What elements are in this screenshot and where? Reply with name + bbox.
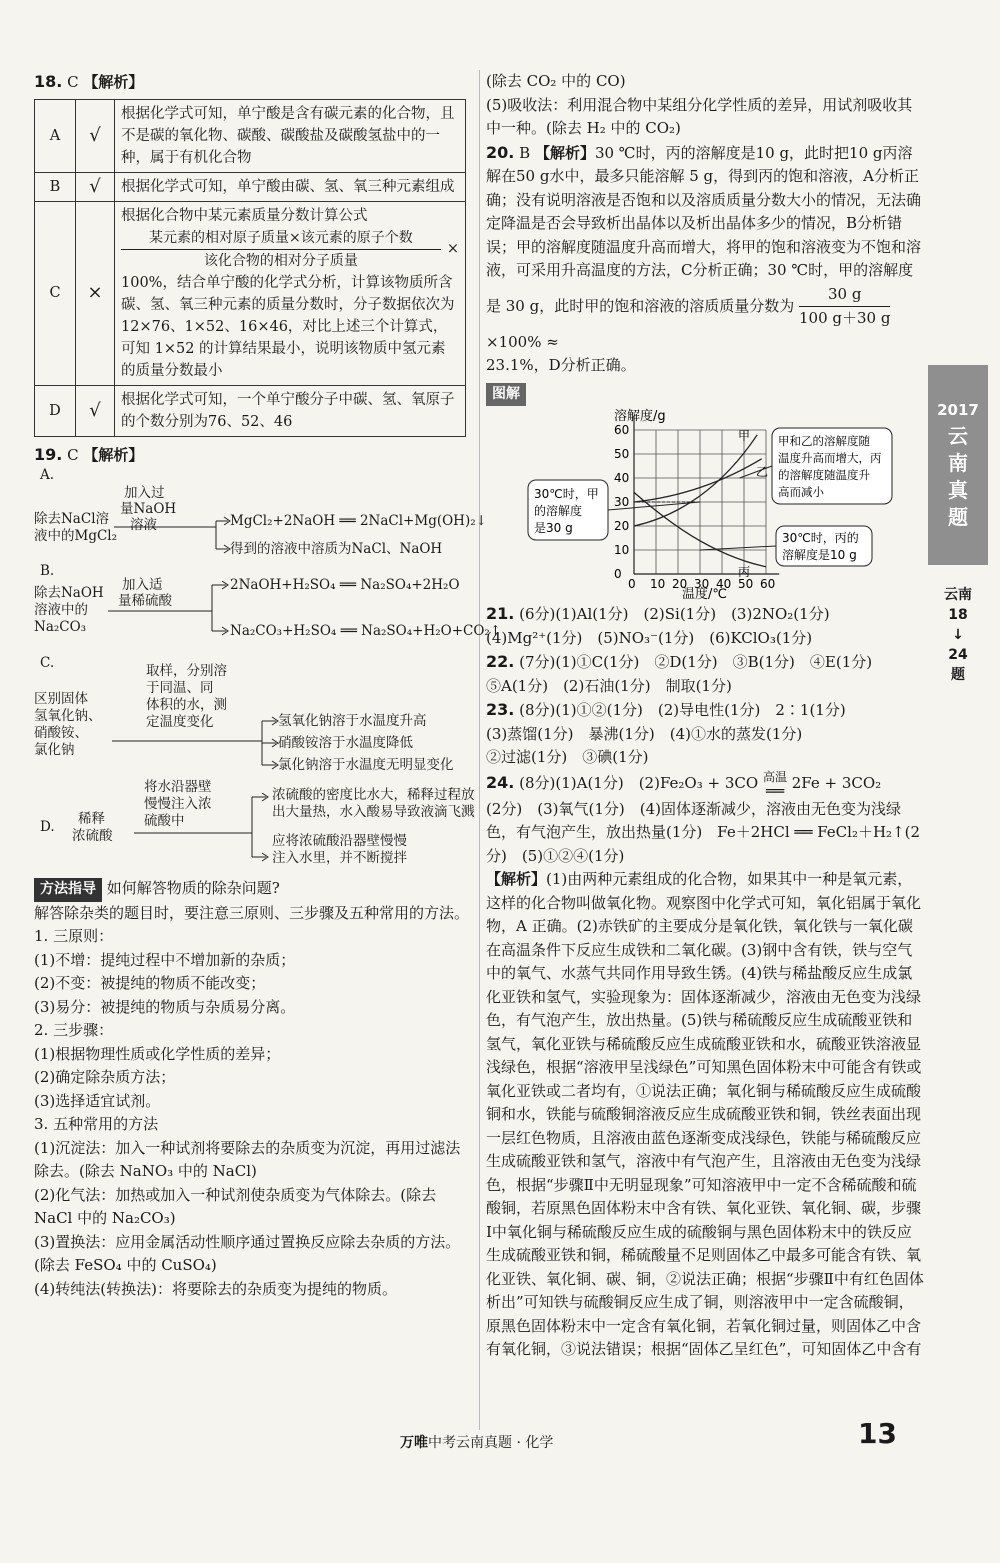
y-tick-label: 30 xyxy=(614,495,630,509)
svg-text:是30 g: 是30 g xyxy=(534,521,573,535)
y-axis-label: 溶解度/g xyxy=(614,409,666,424)
method-guide-header: 方法指导 如何解答物质的除杂问题? xyxy=(34,877,470,902)
q20-fraction: $\frac{30 g}{100 g+30 g}$ xyxy=(799,284,891,327)
side-tab: 2017 云 南 真 题 xyxy=(928,365,988,565)
q19-diagram-b: B. 除去NaOH 溶液中的 Na₂CO₃ 加入适 量稀硫酸 2NaOH+H₂SO₄ ══ Na₂SO₄+2H₂O Na₂CO₃+H₂SO₄ ══ Na₂SO₄+H₂O+CO₂↑ xyxy=(34,563,502,639)
curve-label-jia: 甲 xyxy=(738,429,751,443)
side-range: 云南 18 ↓ 24 题 xyxy=(944,587,972,683)
svg-text:甲和乙的溶解度随: 甲和乙的溶解度随 xyxy=(778,434,870,448)
mass-fraction-formula: $\frac{\text{某元素的相对原子质量×该元素的原子个数}}{\text{该化合物的相对分子质量}}$ xyxy=(121,227,441,272)
arrow-connector xyxy=(112,715,282,773)
right-column: (除去 CO₂ 中的 CO) (5)吸收法：利用混合物中某组分化学性质的差异，用试剂吸收其中一种。(除去 H₂ 中的 CO₂) 20. B 【解析】30 ℃时，丙的溶解度是10 g，此时把10 g丙溶解在50 g水中，最多只能溶解 5 g，得到丙的饱和溶液，A分析正确；没有说明溶液是否饱和以及溶质质量分数大小的情况，无法确定降温是否会导致析出晶体以及析出晶体多少的情况，B分析错误；甲的溶解度随温度升高而增大，将甲的饱和溶液变为不饱和溶液，可采用升高温度的方法，C分析正确；30 ℃时，甲的溶解度是 30 g，此时甲的饱和溶液的溶质质量分数为 $\frac{30 g}{100 g+30 g}$ ×100% ≈ 23.1%，D分析正确。 图解 0 0 10 10 20 20 30 30 40 40 50 50 60 60 溶解度/g 温度/℃ 甲 乙 丙 30℃时，甲 的溶解度 是30 g 甲和乙的溶解度随 温度升高而增大，丙 的溶解度随温度升 高而减小 30℃时，丙的 溶解度是10 g 21. (6分)(1)Al(1分) (2)Si(1分) (3)2NO₂(1分) (4)Mg²⁺(1分) (5)NO₃⁻(1分) (6)KClO₃(1分) 22. (7分)(1)①C(1分) ②D(1分) ③B(1分) ④E(1分) ⑤A(1分) (2)石油(1分) 制取(1分) 23. (8分)(1)①②(1分) (2)导电性(1分) 2∶1(1分) (3)蒸馏(1分) 暴沸(1分) (4)①水的蒸发(1分) ②过滤(1分) ③碘(1分) 24. (8分)(1)A(1分) (2)Fe₂O₃ + 3CO 高温 ══ 2Fe + 3CO₂ (2分) (3)氧气(1分) (4)固体逐渐减少，溶液由无色变为浅绿色，有气泡产生，放出热量(1分) Fe＋2HCl ══ FeCl₂＋H₂↑(2分) (5)①②④(1分) 【解析】(1)由两种元素组成的化合物，如果其中一种是氧元素，这样的化合物叫做氧化物。观察图中化学式可知，氧化铝属于氧化物，A 正确。(2)赤铁矿的主要成分是氧化铁，氧化铁与一氧化碳在高温条件下反应生成铁和二氧化碳。(3)钢中含有铁，铁与空气中的氧气、水蒸气共同作用导致生锈。(4)铁与稀盐酸反应生成氯化亚铁和氢气，实验现象为：固体逐渐减少，溶液由无色变为浅绿色，有气泡产生，放出热量。(5)铁与稀硫酸反应生成硫酸亚铁和氢气，氧化亚铁与稀硫酸反应生成硫酸亚铁和水，硫酸亚铁溶液显浅绿色，根据“溶液甲呈浅绿色”可知黑色固体粉末中可能含有铁或氧化亚铁或二者均有，①说法正确；氧化铜与稀硫酸反应生成硫酸铜和水，铁能与硫酸铜溶液反应生成硫酸亚铁和铜，铁丝表面出现一层红色物质，且溶液由蓝色逐渐变成浅绿色，铁能与稀硫酸反应生成硫酸亚铁和氢气，溶液中有气泡产生，且溶液由无色变为浅绿色，根据“步骤Ⅱ中无明显现象”可知溶液甲中一定不含稀硫酸和硫酸铜，若原黑色固体粉末中含有铁、氧化亚铁、氧化铜、碳，步骤Ⅰ中氧化铜与稀硫酸反应生成的硫酸铜与黑色固体粉末中的铁反应生成硫酸亚铁和铜，稀硫酸量不足则固体乙中最多可能含有铁、氧化亚铁、氧化铜、碳、铜，②说法正确；根据“步骤Ⅱ中有红色固体析出”可知铁与硫酸铜反应生成了铜，则溶液甲中一定含硫酸铜，原黑色固体粉末中一定含有氧化铜，若氧化铜过量，则固体乙中含有氧化铜，③说法错误；根据“固体乙呈红色”，可知固体乙中含有 xyxy=(486,70,926,1362)
y-tick-label: 60 xyxy=(614,423,630,437)
x-tick-label: 50 xyxy=(738,577,754,591)
x-tick-label: 40 xyxy=(716,577,732,591)
column-divider xyxy=(479,70,480,1430)
graph-label: 图解 xyxy=(486,383,526,407)
x-tick-label: 10 xyxy=(650,577,666,591)
svg-text:的溶解度: 的溶解度 xyxy=(534,504,583,518)
reaction-condition: 高温 ══ xyxy=(762,769,787,800)
page-number: 13 xyxy=(858,1417,897,1450)
solubility-graph xyxy=(486,406,926,602)
svg-text:温度升高而增大，丙: 温度升高而增大，丙 xyxy=(778,451,882,465)
svg-text:溶解度是10 g: 溶解度是10 g xyxy=(782,548,857,562)
method-guide-label: 方法指导 xyxy=(34,878,102,902)
q19-diagram-a: A. 除去NaCl溶 液中的MgCl₂ 加入过 量NaOH 溶液 MgCl₂+2NaOH ══ 2NaCl+Mg(OH)₂↓ 得到的溶液中溶质为NaCl、NaOH xyxy=(34,467,487,557)
arrow-connector xyxy=(108,581,234,641)
q19-header: 19. C 【解析】 xyxy=(34,444,144,464)
footer-title: 万唯中考云南真题 · 化学 xyxy=(400,1435,554,1451)
curve-label-bing: 丙 xyxy=(738,565,751,579)
curve-label-yi: 乙 xyxy=(756,465,769,479)
y-tick-label: 20 xyxy=(614,519,630,533)
q18-analysis-table xyxy=(34,99,466,437)
x-axis-label: 温度/℃ xyxy=(682,587,727,602)
y-tick-label: 50 xyxy=(614,447,630,461)
svg-text:高而减小: 高而减小 xyxy=(778,485,824,499)
table-row: D √ 根据化学式可知，一个单宁酸分子中碳、氢、氧原子的个数分别为76、52、46 xyxy=(35,385,466,436)
y-tick-label: 10 xyxy=(614,543,630,557)
q24: 24. (8分)(1)A(1分) (2)Fe₂O₃ + 3CO 高温 ══ 2Fe + 3CO₂ xyxy=(486,769,882,800)
table-row: B √ 根据化学式可知，单宁酸由碳、氢、氧三种元素组成 xyxy=(35,172,466,201)
brand-logo: 万唯 xyxy=(400,1435,428,1451)
q19-diagram-c: C. 区别固体 氢氧化钠、 硝酸铵、 氯化钠 取样，分别溶 于同温、同 体积的水，测 定温度变化 氢氧化钠溶于水温度升高 硝酸铵溶于水温度降低 氯化钠溶于水温度无明显变化 xyxy=(34,655,454,773)
x-tick-label: 0 xyxy=(628,577,636,591)
q18-header: 18. C 【解析】 xyxy=(34,72,144,91)
y-tick-label: 0 xyxy=(614,567,622,581)
x-tick-label: 60 xyxy=(760,577,776,591)
q19-diagram-d: D. 稀释 浓硫酸 将水沿器壁 慢慢注入浓 硫酸中 浓硫酸的密度比水大，稀释过程放 出大量热，水入酸易导致液滴飞溅 应将浓硫酸沿器壁慢慢 注入水里，并不断搅拌 xyxy=(34,773,470,873)
svg-text:30℃时，甲: 30℃时，甲 xyxy=(534,487,599,501)
svg-text:30℃时，丙的: 30℃时，丙的 xyxy=(782,531,859,545)
table-row: A √ 根据化学式可知，单宁酸是含有碳元素的化合物，且不是碳的氧化物、碳酸、碳酸盐及碳酸氢盐中的一种，属于有机化合物 xyxy=(35,99,466,172)
q23: 23. (8分)(1)①②(1分) (2)导电性(1分) 2∶1(1分) xyxy=(486,700,846,719)
left-column xyxy=(34,70,502,1301)
arrow-connector xyxy=(114,507,234,557)
svg-text:的溶解度随温度升: 的溶解度随温度升 xyxy=(778,468,870,482)
x-tick-label: 30 xyxy=(694,577,710,591)
method-guide-body: 解答除杂类的题目时，要注意三原则、三步骤及五种常用的方法。 1. 三原则： (1)不增：提纯过程中不增加新的杂质； (2)不变：被提纯的物质不能改变； (3)易分：被提纯的物质与杂质易分离。 2. 三步骤： (1)根据物理性质或化学性质的差异； (2)确定除杂质方法； (3)选择适宜试剂。 3. 五种常用的方法 (1)沉淀法：加入一种试剂将要除去的杂质变为沉淀，再用过滤法除去。(除去 NaNO₃ 中的 NaCl) (2)化气法：加热或加入一种试剂使杂质变为气体除去。(除去 NaCl 中的 Na₂CO₃) (3)置换法：应用金属活动性顺序通过置换反应除去杂质的方法。(除去 FeSO₄ 中的 CuSO₄) (4)转纯法(转换法)：将要除去的杂质变为提纯的物质。 xyxy=(34,903,470,1298)
q22: 22. (7分)(1)①C(1分) ②D(1分) ③B(1分) ④E(1分) ⑤A(1分) (2)石油(1分) 制取(1分) xyxy=(486,652,888,695)
x-tick-label: 20 xyxy=(672,577,688,591)
curve-yi xyxy=(634,459,762,502)
graph-header xyxy=(486,382,926,407)
y-tick-label: 40 xyxy=(614,471,630,485)
arrow-connector xyxy=(134,793,274,873)
table-row: C × 根据化合物中某元素质量分数计算公式 $\frac{\text{某元素的相对原子质量×该元素的原子个数}}{\text{该化合物的相对分子质量}}$ × 100%，结合单宁酸的化学式分析，计算该物质所含碳、氢、氧三种元素的质量分数时，分子数据依次为 12×76、1×52、16×46，对比上述三个计算式，可知 1×52 的计算结果最小，说明该物质中氢元素的质量分数最小 xyxy=(35,201,466,385)
q20: 20. B 【解析】30 ℃时，丙的溶解度是10 g，此时把10 g丙溶解在50 g水中，最多只能溶解 5 g，得到丙的饱和溶液，A分析正确；没有说明溶液是否饱和以及溶质质量分数大小的情况，无法确定降温是否会导致析出晶体以及析出晶体多少的情况，B分析错误；甲的溶解度随温度升高而增大，将甲的饱和溶液变为不饱和溶液，可采用升高温度的方法，C分析正确；30 ℃时，甲的溶解度是 30 g，此时甲的饱和溶液的溶质质量分数为 $\frac{30 g}{100 g+30 g}$ ×100% ≈ xyxy=(486,142,922,351)
solubility-chart xyxy=(486,406,926,602)
curve-jia xyxy=(634,435,757,526)
q21: 21. (6分)(1)Al(1分) (2)Si(1分) (3)2NO₂(1分) xyxy=(486,604,830,623)
